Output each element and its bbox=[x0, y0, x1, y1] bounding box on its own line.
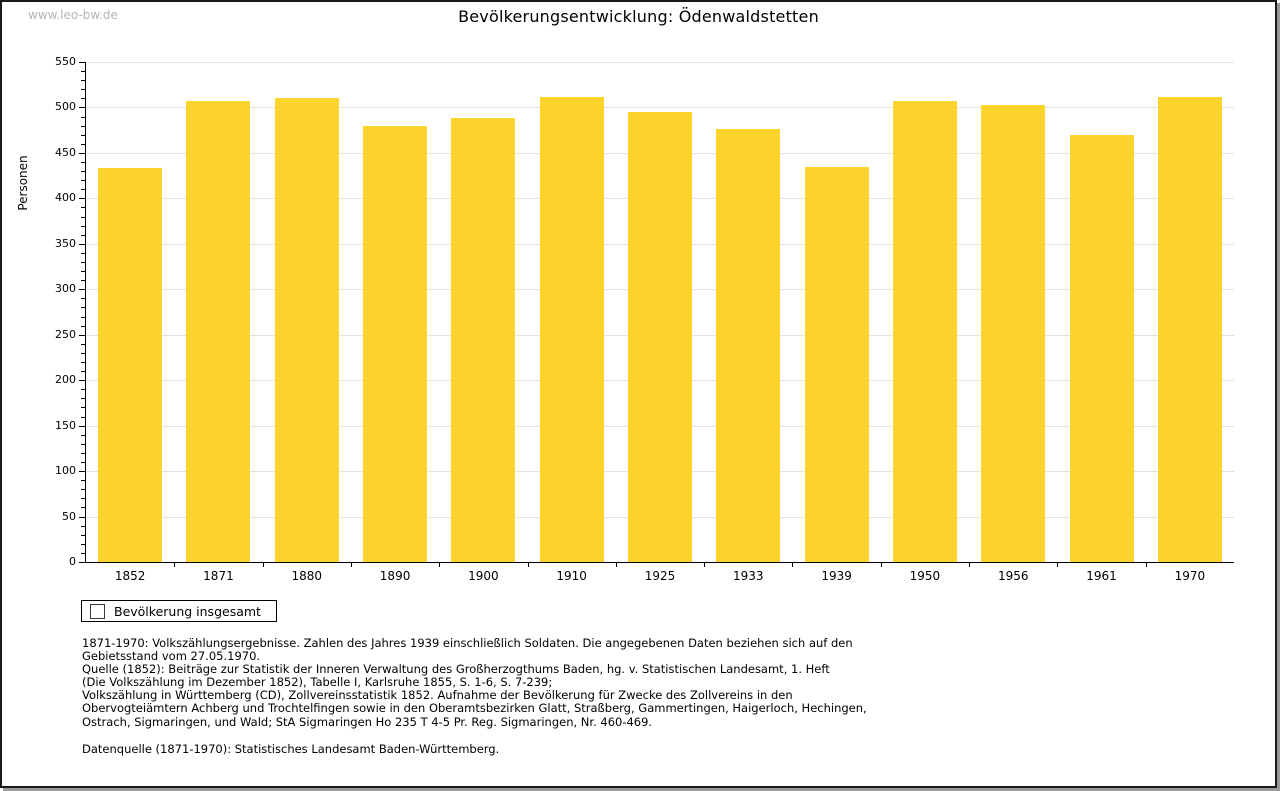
y-axis-minor-tick bbox=[81, 117, 85, 118]
legend bbox=[81, 600, 277, 622]
x-axis-tick bbox=[881, 562, 882, 567]
y-axis-minor-tick bbox=[81, 353, 85, 354]
y-axis-minor-tick bbox=[81, 71, 85, 72]
y-axis-major-tick bbox=[79, 153, 85, 154]
y-axis-minor-tick bbox=[81, 417, 85, 418]
y-axis-minor-tick bbox=[81, 398, 85, 399]
y-axis-minor-tick bbox=[81, 553, 85, 554]
y-axis-minor-tick bbox=[81, 498, 85, 499]
x-axis-label: 1890 bbox=[379, 569, 411, 583]
footnote-line: 1871-1970: Volkszählungsergebnisse. Zahlen des Jahres 1939 einschließlich Soldaten. Die angegebenen Daten beziehen sich auf den bbox=[82, 636, 853, 650]
x-axis-tick bbox=[616, 562, 617, 567]
x-axis-label: 1900 bbox=[468, 569, 499, 583]
bar-1961 bbox=[1070, 135, 1134, 562]
legend-swatch-icon bbox=[90, 604, 105, 619]
y-axis-tick-label: 300 bbox=[55, 282, 76, 296]
y-axis-minor-tick bbox=[81, 507, 85, 508]
bar-1900 bbox=[451, 118, 515, 562]
y-axis-minor-tick bbox=[81, 189, 85, 190]
x-axis-tick bbox=[792, 562, 793, 567]
y-axis-minor-tick bbox=[81, 89, 85, 90]
y-axis-minor-tick bbox=[81, 207, 85, 208]
y-axis-major-tick bbox=[79, 107, 85, 108]
y-axis-major-tick bbox=[79, 62, 85, 63]
page-title: Bevölkerungsentwicklung: Ödenwaldstetten bbox=[458, 7, 819, 26]
y-axis-minor-tick bbox=[81, 180, 85, 181]
y-axis-minor-tick bbox=[81, 226, 85, 227]
bar-1939 bbox=[805, 167, 869, 562]
x-axis-tick bbox=[439, 562, 440, 567]
bar-chart-plot-area bbox=[55, 55, 1234, 583]
y-axis-tick-label: 50 bbox=[62, 509, 76, 523]
y-axis-minor-tick bbox=[81, 253, 85, 254]
y-axis-minor-tick bbox=[81, 307, 85, 308]
y-axis-minor-tick bbox=[81, 462, 85, 463]
gridline bbox=[86, 107, 1234, 108]
bar-1910 bbox=[540, 97, 604, 562]
bar-1852 bbox=[98, 168, 162, 562]
x-axis-label: 1880 bbox=[291, 569, 323, 583]
bar-1970 bbox=[1158, 97, 1222, 562]
y-axis-minor-tick bbox=[81, 535, 85, 536]
y-axis-minor-tick bbox=[81, 271, 85, 272]
y-axis-minor-tick bbox=[81, 144, 85, 145]
footnote-line: Gebietsstand vom 27.05.1970. bbox=[82, 649, 261, 664]
y-axis-minor-tick bbox=[81, 98, 85, 99]
y-axis-major-tick bbox=[79, 517, 85, 518]
y-axis-minor-tick bbox=[81, 444, 85, 445]
y-axis-major-tick bbox=[79, 471, 85, 472]
y-axis-major-tick bbox=[79, 289, 85, 290]
y-axis-minor-tick bbox=[81, 389, 85, 390]
x-axis-tick bbox=[1057, 562, 1058, 567]
bar-1871 bbox=[186, 101, 250, 562]
x-axis-tick bbox=[263, 562, 264, 567]
bar-1925 bbox=[628, 112, 692, 562]
y-axis-minor-tick bbox=[81, 544, 85, 545]
y-axis-minor-tick bbox=[81, 489, 85, 490]
x-axis-label: 1871 bbox=[203, 569, 234, 583]
y-axis-tick-label: 450 bbox=[55, 145, 76, 159]
bar-1933 bbox=[716, 129, 780, 562]
footnote-line: Volkszählung in Württemberg (CD), Zollvereinsstatistik 1852. Aufnahme der Bevölkerung für Zwecke des Zollvereins in den bbox=[82, 688, 793, 703]
y-axis-tick-label: 550 bbox=[55, 55, 76, 68]
bar-1890 bbox=[363, 126, 427, 562]
y-axis-minor-tick bbox=[81, 435, 85, 436]
bar-1956 bbox=[981, 105, 1045, 562]
y-axis-tick-label: 500 bbox=[55, 100, 76, 114]
x-axis-tick bbox=[174, 562, 175, 567]
footnotes bbox=[82, 637, 1222, 729]
x-axis-label: 1950 bbox=[909, 569, 941, 583]
y-axis-minor-tick bbox=[81, 171, 85, 172]
y-axis-major-tick bbox=[79, 198, 85, 199]
x-axis-label: 1956 bbox=[997, 569, 1029, 583]
y-axis-minor-tick bbox=[81, 526, 85, 527]
x-axis-tick bbox=[1146, 562, 1147, 567]
x-axis-label: 1910 bbox=[556, 569, 587, 583]
y-axis-minor-tick bbox=[81, 135, 85, 136]
y-axis-major-tick bbox=[79, 244, 85, 245]
y-axis-major-tick bbox=[79, 562, 85, 563]
x-axis-label: 1852 bbox=[114, 569, 146, 583]
y-axis-minor-tick bbox=[81, 326, 85, 327]
y-axis-tick-label: 400 bbox=[55, 191, 76, 205]
watermark: www.leo-bw.de bbox=[28, 8, 118, 22]
y-axis-minor-tick bbox=[81, 126, 85, 127]
footnote-line: Ostrach, Sigmaringen, und Wald; StA Sigmaringen Ho 235 T 4-5 Pr. Reg. Sigmaringen, Nr. 460-469. bbox=[82, 714, 653, 729]
y-axis-tick-label: 350 bbox=[55, 236, 76, 250]
y-axis-tick-label: 100 bbox=[55, 464, 76, 478]
y-axis-minor-tick bbox=[81, 317, 85, 318]
y-axis-minor-tick bbox=[81, 235, 85, 236]
y-axis-tick-label: 150 bbox=[55, 418, 76, 432]
y-axis-tick-label: 200 bbox=[55, 373, 76, 387]
legend-label: Bevölkerung insgesamt bbox=[114, 603, 261, 619]
x-axis-tick bbox=[704, 562, 705, 567]
x-axis-tick bbox=[528, 562, 529, 567]
y-axis-title: Personen bbox=[16, 155, 30, 211]
x-axis-tick bbox=[969, 562, 970, 567]
gridline bbox=[86, 62, 1234, 63]
x-axis-label: 1933 bbox=[733, 569, 764, 583]
y-axis-major-tick bbox=[79, 426, 85, 427]
y-axis-minor-tick bbox=[81, 371, 85, 372]
y-axis-minor-tick bbox=[81, 453, 85, 454]
y-axis-tick-label: 0 bbox=[69, 555, 76, 568]
footnote-line: Quelle (1852): Beiträge zur Statistik der Inneren Verwaltung des Großherzogthums Baden, hg. v. Statistischen Landesamt, 1. Heft bbox=[82, 662, 830, 677]
y-axis-minor-tick bbox=[81, 344, 85, 345]
x-axis-label: 1961 bbox=[1086, 569, 1117, 583]
y-axis-minor-tick bbox=[81, 298, 85, 299]
x-axis-label: 1939 bbox=[821, 569, 852, 583]
y-axis-minor-tick bbox=[81, 480, 85, 481]
footnote-line: (Die Volkszählung im Dezember 1852), Tabelle I, Karlsruhe 1855, S. 1-6, S. 7-239; bbox=[82, 675, 553, 690]
y-axis-minor-tick bbox=[81, 262, 85, 263]
y-axis-minor-tick bbox=[81, 162, 85, 163]
bar-1880 bbox=[275, 98, 339, 562]
datasource-note: Datenquelle (1871-1970): Statistisches Landesamt Baden-Württemberg. bbox=[82, 742, 500, 756]
footnote-line: Obervogteiämtern Achberg und Trochtelfingen sowie in den Oberamtsbezirken Glatt, Straßberg, Gammertingen, Haigerloch, Hechingen, bbox=[82, 701, 867, 716]
y-axis-minor-tick bbox=[81, 407, 85, 408]
y-axis-minor-tick bbox=[81, 362, 85, 363]
y-axis-major-tick bbox=[79, 380, 85, 381]
x-axis-label: 1925 bbox=[644, 569, 676, 583]
x-axis-tick bbox=[351, 562, 352, 567]
y-axis-tick-label: 250 bbox=[55, 327, 76, 341]
y-axis-minor-tick bbox=[81, 80, 85, 81]
y-axis-minor-tick bbox=[81, 280, 85, 281]
y-axis-major-tick bbox=[79, 335, 85, 336]
x-axis-label: 1970 bbox=[1174, 569, 1206, 583]
bar-1950 bbox=[893, 101, 957, 562]
y-axis-minor-tick bbox=[81, 217, 85, 218]
